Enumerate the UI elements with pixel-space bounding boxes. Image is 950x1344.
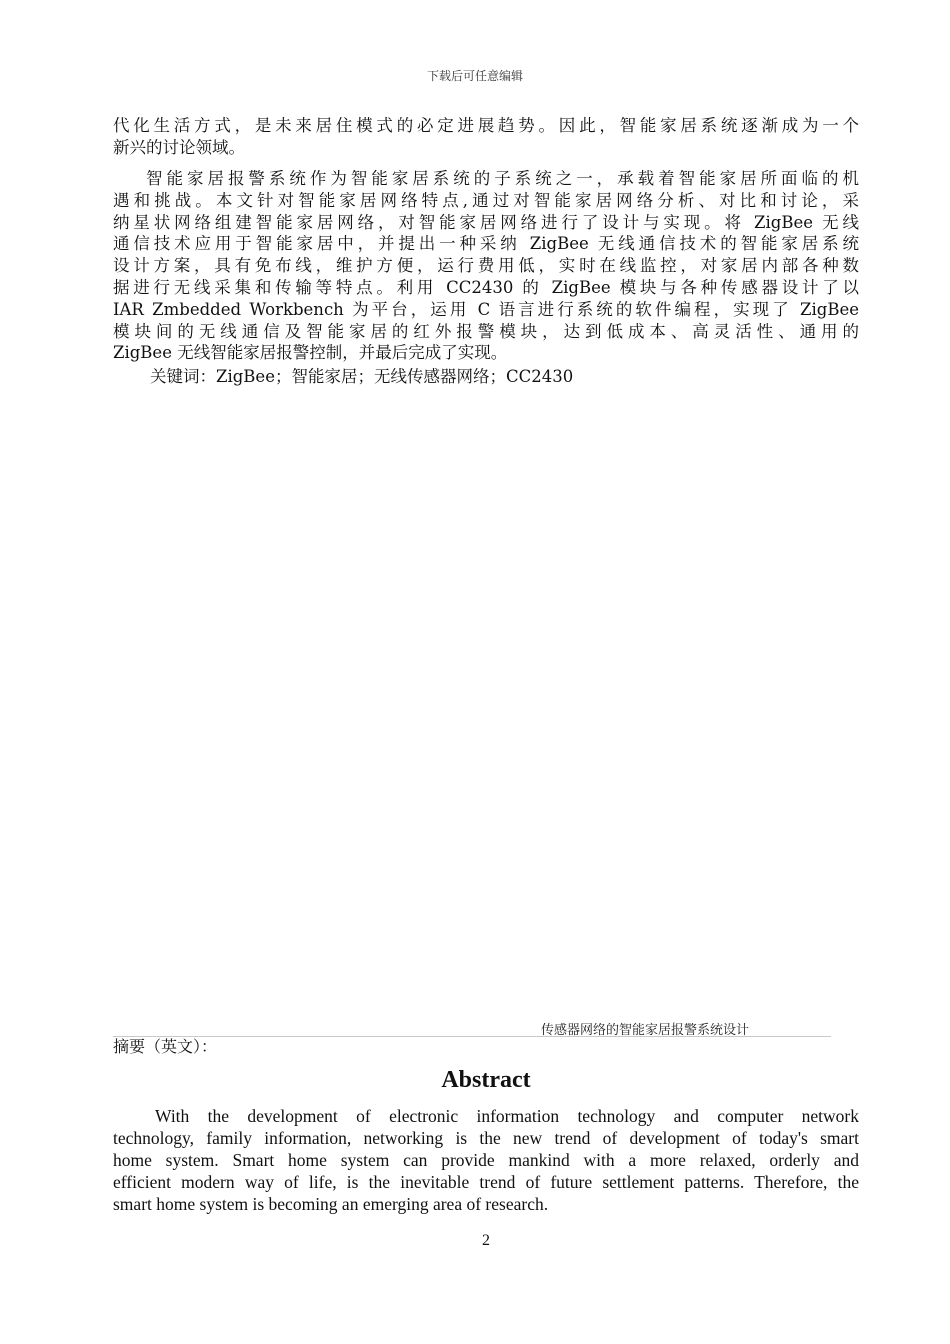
text-line: 设计方案，具有免布线，维护方便，运行费用低，实时在线监控，对家居内部各种数 <box>113 256 859 276</box>
abstract-heading: Abstract <box>441 1067 531 1093</box>
text-line: 通信技术应用于智能家居中，并提出一种采纳 ZigBee 无线通信技术的智能家居系统 <box>113 234 859 254</box>
text-line: efficient modern way of life, is the inevitable trend of future settlement patterns. Therefore, the <box>113 1172 859 1192</box>
text-line: smart home system is becoming an emerging area of research. <box>113 1194 549 1214</box>
text-line: IAR Zmbedded Workbench 为平台，运用 C 语言进行系统的软件编程，实现了 ZigBee <box>113 299 859 319</box>
running-title: 传感器网络的智能家居报警系统设计 <box>541 1023 750 1038</box>
text-line: technology, family information, networking is the new trend of development of today's smart <box>113 1128 859 1148</box>
text-line: 新兴的讨论领域。 <box>113 137 245 157</box>
chinese-paragraph-1 <box>113 115 859 159</box>
text-line: 模块间的无线通信及智能家居的红外报警模块，达到低成本、高灵活性、通用的 <box>113 321 859 341</box>
text-line: With the development of electronic information technology and computer network <box>155 1106 859 1126</box>
chinese-paragraph-2 <box>113 168 859 364</box>
page-number: 2 <box>482 1232 490 1249</box>
english-abstract-label: 摘要（英文）： <box>113 1037 218 1056</box>
text-line: ZigBee 无线智能家居报警控制，并最后完成了实现。 <box>113 343 508 363</box>
text-line: home system. Smart home system can provide mankind with a more relaxed, orderly and <box>113 1150 859 1170</box>
footer-divider <box>113 1036 831 1037</box>
page-header: 下载后可任意编辑 <box>426 69 523 83</box>
keywords-line: 关键词：ZigBee；智能家居；无线传感器网络；CC2430 <box>150 367 574 386</box>
text-line: 智能家居报警系统作为智能家居系统的子系统之一，承载着智能家居所面临的机 <box>146 169 859 188</box>
text-line: 遇和挑战。本文针对智能家居网络特点,通过对智能家居网络分析、对比和讨论，采 <box>113 190 859 210</box>
text-line: 纳星状网络组建智能家居网络，对智能家居网络进行了设计与实现。将 ZigBee 无线 <box>113 212 859 232</box>
text-line: 代化生活方式，是未来居住模式的必定进展趋势。因此，智能家居系统逐渐成为一个 <box>113 116 859 135</box>
english-abstract-paragraph <box>113 1105 859 1215</box>
text-line: 据进行无线采集和传输等特点。利用 CC2430 的 ZigBee 模块与各种传感器设计了以 <box>113 277 859 297</box>
